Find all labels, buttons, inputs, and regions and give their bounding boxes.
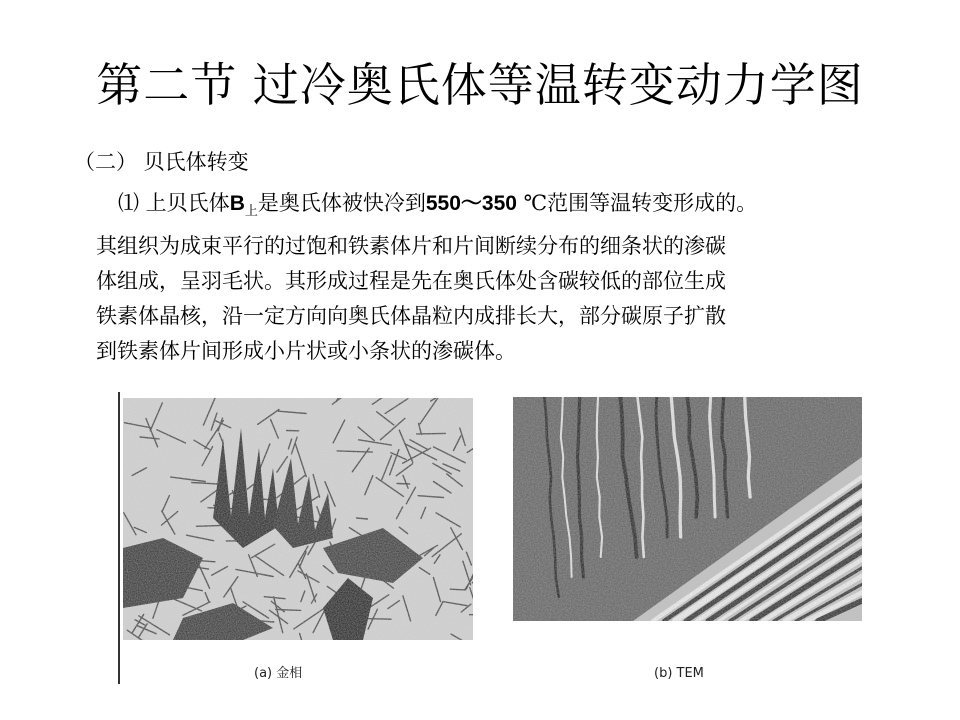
slide-title: 第二节 过冷奥氏体等温转变动力学图 bbox=[96, 58, 864, 112]
section-heading: （二） 贝氏体转变 bbox=[74, 150, 249, 174]
paragraph-line-4: 铁素体晶核，沿一定方向向奥氏体晶粒内成排长大，部分碳原子扩散 bbox=[96, 304, 726, 328]
vertical-divider bbox=[118, 392, 120, 684]
optical-micrograph-svg bbox=[123, 398, 473, 640]
paragraph-line-2: 其组织为成束平行的过饱和铁素体片和片间断续分布的细条状的渗碳 bbox=[96, 234, 726, 258]
lead-text: ⑴ 上贝氏体 bbox=[118, 191, 230, 215]
bainite-symbol: B bbox=[229, 192, 245, 215]
bainite-subscript: 上 bbox=[244, 204, 258, 219]
paragraph-line-3: 体组成，呈羽毛状。其形成过程是先在奥氏体处含碳较低的部位生成 bbox=[96, 269, 726, 293]
figure-caption-a: (a) 金相 bbox=[254, 666, 303, 681]
description-paragraph bbox=[96, 186, 936, 369]
paragraph-line-1 bbox=[96, 186, 936, 229]
tail-text: ℃范围等温转变形成的。 bbox=[516, 191, 758, 215]
temperature-range: 550～350 bbox=[425, 192, 517, 215]
mid-text: 是奥氏体被快冷到 bbox=[257, 191, 426, 215]
tem-micrograph-svg bbox=[513, 397, 862, 621]
tem-micrograph-image bbox=[513, 397, 862, 621]
paragraph-line-5: 到铁素体片间形成小片状或小条状的渗碳体。 bbox=[96, 339, 516, 363]
figure-caption-b: (b) TEM bbox=[654, 666, 704, 681]
optical-micrograph-image bbox=[123, 398, 473, 640]
